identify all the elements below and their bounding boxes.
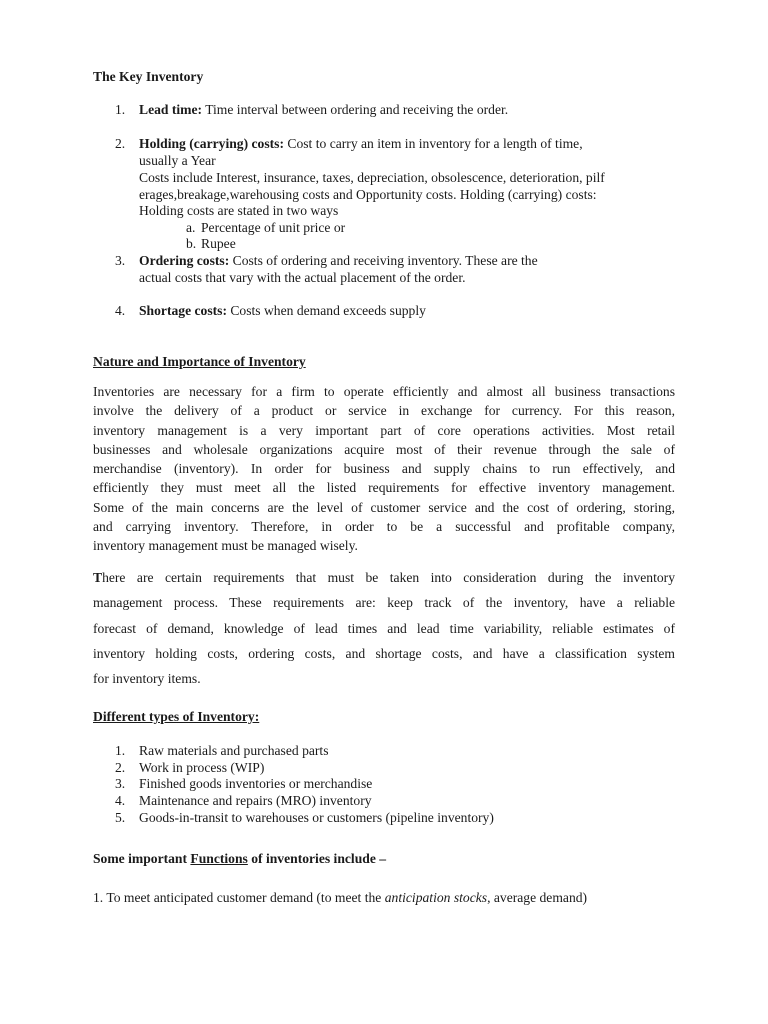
- list-text-continuation: erages,breakage,warehousing costs and Opportunity costs. Holding (carrying) costs:: [139, 187, 597, 202]
- list-text-continuation: Costs include Interest, insurance, taxes, depreciation, obsolescence, deterioration, pilf: [139, 170, 605, 185]
- list-item: Work in process (WIP): [139, 760, 265, 775]
- document-title: The Key Inventory: [93, 69, 204, 84]
- list-item: Raw materials and purchased parts: [139, 743, 329, 758]
- function-item-1: 1. To meet anticipated customer demand (to meet the anticipation stocks, average demand): [93, 890, 588, 905]
- list-item: Goods-in-transit to warehouses or customers (pipeline inventory): [139, 810, 494, 825]
- list-text: Ordering costs: Costs of ordering and receiving inventory. These are the: [139, 253, 538, 268]
- list-text: Holding (carrying) costs: Cost to carry an item in inventory for a length of time,: [139, 136, 583, 151]
- paragraph-line: management process. These requirements are: keep track of the inventory, have a reliable: [93, 595, 675, 611]
- paragraph-line: for inventory items.: [93, 671, 201, 687]
- nature-paragraph-2: [93, 570, 675, 696]
- list-number: 2.: [115, 136, 126, 151]
- list-number: 4.: [115, 303, 126, 318]
- list-item: Maintenance and repairs (MRO) inventory: [139, 793, 372, 808]
- paragraph-line: merchandise (inventory). In order for business and supply chains to run effectively, and: [93, 461, 675, 477]
- list-number: 1.: [115, 743, 126, 758]
- sub-item-text: Rupee: [201, 236, 236, 251]
- paragraph-line: There are certain requirements that must be taken into consideration during the inventory: [93, 570, 675, 585]
- paragraph-line: efficiently they must meet all the listed requirements for effective inventory management.: [93, 480, 675, 496]
- sub-item-label: b.: [186, 236, 197, 251]
- list-text: Shortage costs: Costs when demand exceeds supply: [139, 303, 426, 318]
- paragraph-line: and carrying inventory. Therefore, in order to be a successful and profitable company,: [93, 519, 675, 535]
- list-text: Lead time: Time interval between ordering and receiving the order.: [139, 102, 509, 117]
- list-text-continuation: Holding costs are stated in two ways: [139, 203, 339, 218]
- section-heading-types: Different types of Inventory:: [93, 709, 260, 724]
- list-text-continuation: usually a Year: [139, 153, 216, 168]
- paragraph-line: involve the delivery of a product or service in exchange for currency. For this reason,: [93, 403, 675, 419]
- list-number: 4.: [115, 793, 126, 808]
- sub-item-label: a.: [186, 220, 196, 235]
- section-heading-functions: Some important Functions of inventories include –: [93, 851, 387, 866]
- paragraph-line: inventory management must be managed wisely.: [93, 538, 358, 554]
- list-number: 3.: [115, 253, 126, 268]
- list-item: Finished goods inventories or merchandise: [139, 776, 373, 791]
- section-heading-nature: Nature and Importance of Inventory: [93, 354, 306, 369]
- sub-item-text: Percentage of unit price or: [201, 220, 346, 235]
- paragraph-line: Some of the main concerns are the level of customer service and the cost of ordering, storing,: [93, 499, 675, 515]
- list-text-continuation: actual costs that vary with the actual placement of the order.: [139, 270, 466, 285]
- list-number: 3.: [115, 776, 126, 791]
- paragraph-line: inventory holding costs, ordering costs, and shortage costs, and have a classification system: [93, 645, 675, 661]
- list-number: 5.: [115, 810, 126, 825]
- list-number: 2.: [115, 760, 126, 775]
- nature-paragraph-1: [93, 384, 675, 558]
- paragraph-line: forecast of demand, knowledge of lead times and lead time variability, reliable estimates of: [93, 620, 675, 636]
- paragraph-line: Inventories are necessary for a firm to operate efficiently and almost all business transactions: [93, 384, 675, 399]
- list-number: 1.: [115, 102, 126, 117]
- paragraph-line: businesses and wholesale organizations acquire most of their revenue through the sale of: [93, 441, 675, 457]
- paragraph-line: inventory management is a very important part of core operations activities. Most retail: [93, 422, 675, 438]
